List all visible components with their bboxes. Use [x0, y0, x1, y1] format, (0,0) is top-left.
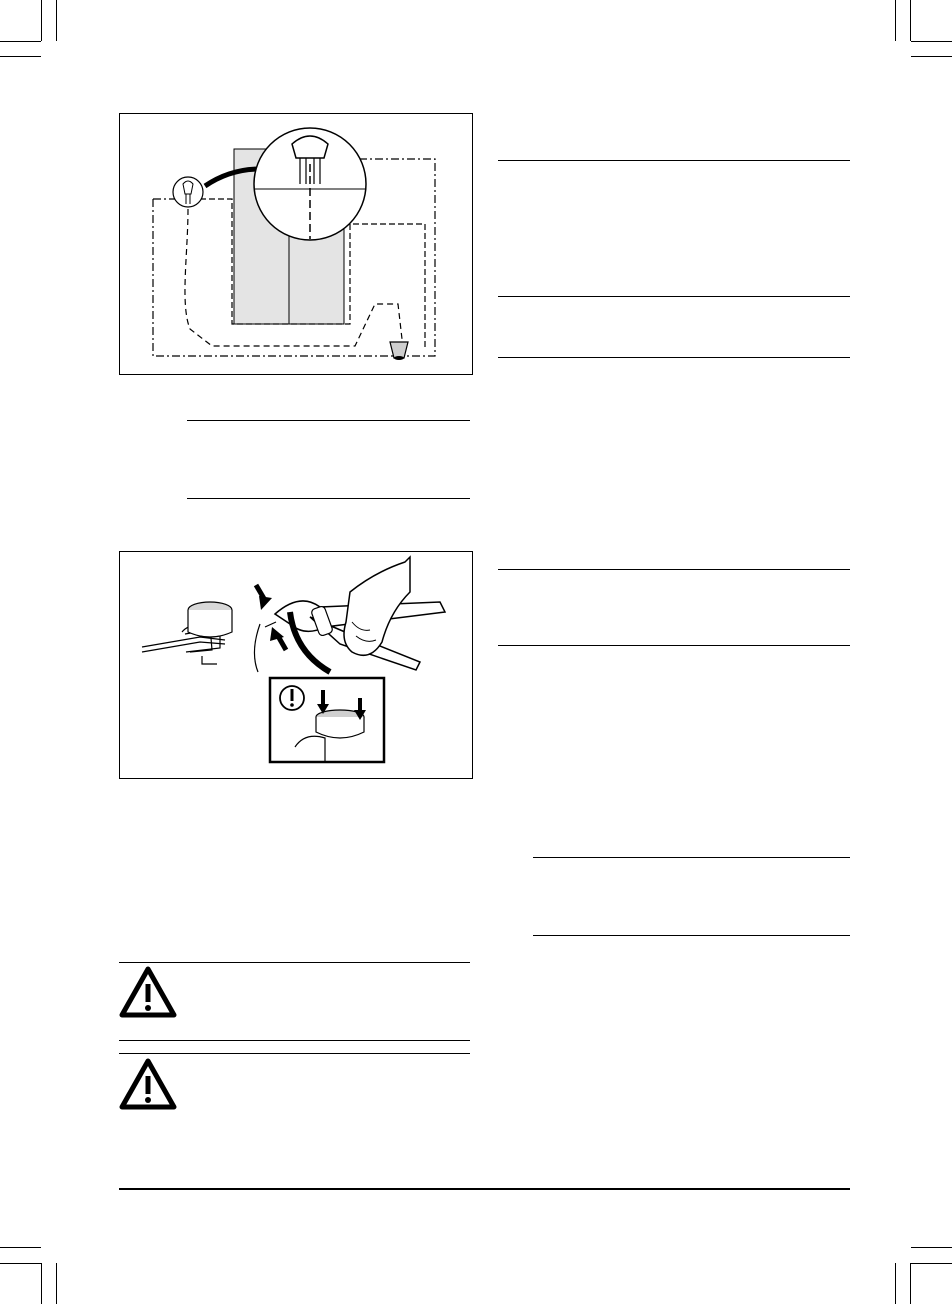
- warning-rule-top: [119, 1053, 470, 1054]
- crop-mark: [0, 56, 41, 57]
- inset-detail: [270, 678, 384, 762]
- table-rule: [498, 569, 850, 570]
- coupler-icon: [142, 602, 232, 664]
- crop-mark: [41, 0, 42, 41]
- crop-mark: [0, 1263, 41, 1264]
- crop-mark: [895, 0, 896, 41]
- note-rule-top: [533, 857, 850, 858]
- coupler-icon: [173, 177, 203, 207]
- magnifier-detail: [254, 128, 366, 240]
- crop-mark: [911, 41, 952, 42]
- note-rule-bottom: [187, 498, 470, 499]
- table-rule: [498, 357, 850, 358]
- crop-mark: [911, 56, 952, 57]
- charging-station-icon: [390, 342, 408, 360]
- warning-triangle-icon: [119, 966, 177, 1018]
- table-rule: [498, 296, 850, 297]
- figure-boundary-wire-layout: [119, 113, 473, 375]
- crop-mark: [0, 41, 41, 42]
- crop-mark: [895, 1263, 896, 1304]
- boundary-wire-illustration: [120, 114, 472, 374]
- crop-mark: [911, 1247, 952, 1248]
- crop-mark: [911, 1263, 952, 1264]
- crop-mark: [0, 1247, 41, 1248]
- figure-coupler-pliers: [119, 551, 473, 779]
- warning-rule-bottom: [119, 1040, 470, 1041]
- crop-mark: [910, 1263, 911, 1304]
- warning-triangle-icon: [119, 1058, 177, 1110]
- warning-rule-top: [119, 962, 470, 963]
- table-rule: [498, 160, 850, 161]
- footer-rule: [119, 1188, 850, 1190]
- coupler-pliers-illustration: [120, 552, 472, 778]
- note-rule-bottom: [533, 935, 850, 936]
- crop-mark: [56, 1263, 57, 1304]
- crop-mark: [41, 1263, 42, 1304]
- note-rule-top: [187, 420, 470, 421]
- crop-mark: [910, 0, 911, 41]
- crop-mark: [56, 0, 57, 41]
- table-rule: [498, 645, 850, 646]
